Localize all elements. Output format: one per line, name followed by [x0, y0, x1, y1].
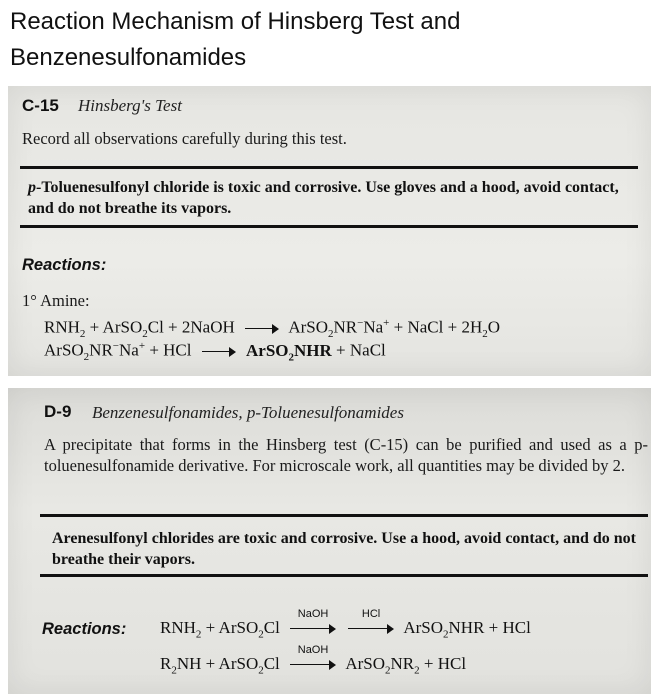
- warning-bottom-rule: [20, 225, 638, 228]
- warning-prefix: p: [28, 179, 36, 196]
- amine-label: 1° Amine:: [22, 291, 90, 310]
- description-paragraph: A precipitate that forms in the Hinsberg test (C-15) can be purified and used as a p-toluenesulfonamide derivative. For microscale work, all quantities may be divided by 2.: [44, 435, 648, 475]
- reaction-arrow-icon: [290, 608, 336, 634]
- page-title: Reaction Mechanism of Hinsberg Test and Benzenesulfonamides: [10, 8, 461, 71]
- instruction-text: Record all observations carefully during this test.: [22, 129, 347, 148]
- reaction-equation-1: $RNH_2$ + ArSO$_2$Cl NaOH HCl ArSO$_2$NHR + HCl: [160, 608, 531, 641]
- section-code: D-9: [44, 402, 72, 421]
- warning-text: Arenesulfonyl chlorides are toxic and corrosive. Use a hood, avoid contact, and do not breathe their vapors.: [52, 530, 637, 568]
- warning-top-rule: [20, 166, 638, 169]
- reaction-equation-2: $R_2NH$ + ArSO$_2$Cl NaOH $ArSO_2NR_2$ + HCl: [160, 644, 467, 677]
- arrow-label: NaOH: [297, 644, 329, 657]
- reaction-arrow-icon: [348, 608, 394, 634]
- sulfonamides-panel: [8, 388, 651, 694]
- reaction-equation-1: $RNH_2$ + ArSO$_2$Cl + 2NaOH ArSO$_2$NR−Na+ + NaCl + $2H_2O$: [44, 317, 501, 341]
- section-name: Benzenesulfonamides, p-Toluenesulfonamides: [92, 403, 404, 422]
- reaction-arrow-icon: [202, 347, 236, 357]
- reaction-equation-2: ArSO$_2$NR−Na+ + HCl ArSO$_2$NHR + NaCl: [44, 340, 386, 364]
- section-code: C-15: [22, 96, 59, 115]
- section-name: Hinsberg's Test: [78, 96, 182, 115]
- reactions-heading: Reactions:: [22, 256, 107, 274]
- hinsberg-test-panel: [8, 86, 651, 376]
- reactions-heading: Reactions:: [42, 620, 127, 638]
- warning-text: [28, 177, 633, 219]
- warning-bottom-rule: [40, 574, 648, 577]
- reaction-arrow-icon: [290, 644, 336, 670]
- arrow-label: NaOH: [297, 608, 329, 621]
- reaction-arrow-icon: [245, 324, 279, 334]
- arrow-label: HCl: [361, 608, 381, 621]
- warning-rest: -Toluenesulfonyl chloride is toxic and corrosive. Use gloves and a hood, avoid contact, and do not breathe its vapors.: [28, 179, 619, 217]
- warning-top-rule: [40, 514, 648, 517]
